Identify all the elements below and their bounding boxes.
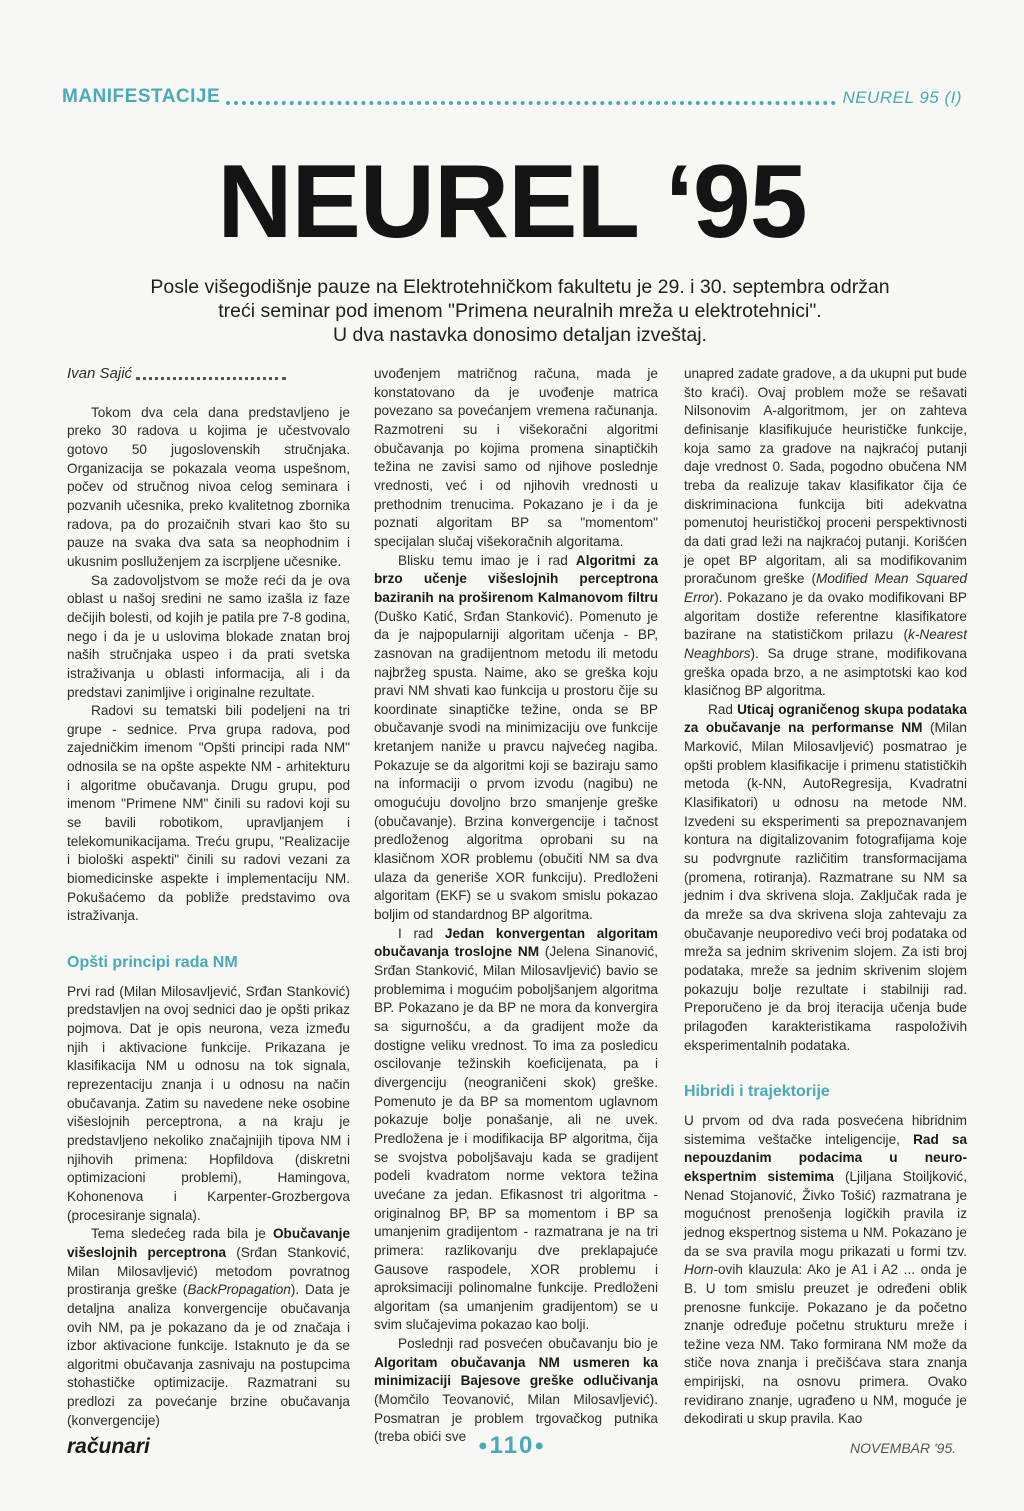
page-number: ●110●	[477, 1432, 547, 1459]
article-title: NEUREL ‘95	[217, 144, 807, 260]
body-paragraph: Blisku temu imao je i rad Algoritmi za brzo učenje višeslojnih perceptrona baziranih na proširenom Kalmanovom filtru (Duško Katić, Srđan Stanković). Pomenuto je da je najpopularniji algoritam učenja - BP, zasnovan na gradijentnom metodu ili metodu najbržeg spusta. Naime, ako se greška koju pravi NM shvati kao funkcija u prostoru čije su koordinate sinaptičke težine, onda se BP obučavanje svodi na minimizaciju ove funkcije kretanjem naniže u pravcu najvećeg nagiba. Pokazuje se da algoritmi koji se baziraju samo na informaciji o prvom izvodu (nagibu) ne omogućuju dovoljno brzo smanjenje greške (obučavanje). Brzina konvergencije i tačnost predloženog algoritma oprobani su na klasičnom XOR problemu (obučiti NM sa dva ulaza da generiše XOR funkciju). Predloženi algoritam (EKF) se u svakom smislu pokazao boljim od standardnog BP algoritma.	[374, 552, 659, 923]
body-paragraph: Tema sledećeg rada bila je Obučavanje višeslojnih perceptrona (Srđan Stanković, Milan Milosavljević) metodom povratnog prostiranja greške (BackPropagation). Data je detaljna analiza konvergencije obučavanja ovih NM, pa je pokazano da je od značaja i izbor aktivacione funkcije. Istaknuto je da se algoritmi obučavanja zasnivaju na postupcima stohastičke optimizacije. Razmatrani su predlozi za povećanje brzine obučavanja (konvergencije)	[67, 1226, 350, 1428]
body-paragraph: Radovi su tematski bili podeljeni na tri grupe - sednice. Prva grupa radova, pod zajedničkim imenom "Opšti principi rada NM" odnosila se na opšte aspekte NM - arhitekturu i algoritme obučavanja. Drugu grupu, pod imenom "Primene NM" činili su radovi koji su se bavili robotikom, upravljanjem i telekomunikacijama. Treću grupu, "Realizacije i biološki aspekti" činili su radovi vezani za biomedicinske aspekte i implementaciju NM. Pokušaćemo da pobliže predstavimo ova istraživanja.	[67, 703, 350, 924]
lead-line: U dva nastavka donosimo detaljan izveštaj.	[333, 324, 707, 346]
body-paragraph: Sa zadovoljstvom se može reći da je ova oblast u našoj sredini ne samo izašla iz faze dečijih bolesti, od kojih je patila pre 7-8 godina, nego i da je u uslovima blokade znatan broj naših stručnjaka uspeo i da prati svetska istraživanja u oblasti informacija, ali i da predstavi zanimljive i originalne rezultate.	[67, 572, 350, 700]
header-dot-leader	[226, 101, 836, 105]
column-1	[67, 365, 350, 1430]
body-paragraph: Prvi rad (Milan Milosavljević, Srđan Stanković) predstavljen na ovoj sednici dao je opšti prikaz pojmova. Dat je opis neurona, veza između njih i aktivacione funkcije. Prikazana je klasifikacija NM u odnosu na tok signala, reprezentaciju znanja i u odnosu na način obučavanja. Zatim su navedene neke osobine višeslojnih perceptrona, a na kraju je predstavljeno nekoliko značajnijih tipova NM i njihovih primena: Hopfildova (diskretni optimizacioni problemi), Hamingova, Kohonenova i Karpenter-Grozbergova (procesiranje signala).	[67, 983, 350, 1223]
section-label: MANIFESTACIJE	[62, 86, 221, 107]
subheading: Opšti principi rada NM	[67, 954, 238, 972]
body-paragraph: uvođenjem matričnog računa, mada je konstatovano da je uvođenje matrica povezano sa povećanjem vremena računanja. Razmotreni su i višekoračni algoritmi obučavanja po kojima promena sinaptičkih težina ne zavisi samo od njihove poslednje vrednosti, već i od njihovih vrednosti u prethodnim trenucima. Pokazano je i da je poznati algoritam BP sa "momentom" specijalan slučaj višekoračnih algoritama.	[374, 366, 658, 549]
column-2	[374, 365, 658, 1447]
magazine-name: računari	[67, 1435, 150, 1458]
body-paragraph: Rad Uticaj ograničenog skupa podataka za obučavanje na performanse NM (Milan Marković, Milan Milosavljević) posmatrao je opšti problem klasifikacije i primenu statističkih metoda (k-NN, AutoRegresija, Kvadratni Klasifikatori) u odnosu na metode NM. Izvedeni su eksperimenti sa prepoznavanjem kontura na digitalizovanim fotografijama koje su podvrgnute različitim transformacijama (promena, rotiranja). Razmatrane su NM sa jednim i dva skrivena sloja. Zaključak rada je da mreže sa dva skrivena sloja zahtevaju za obučavanje neuporedivo veći broj podataka od mreža sa jednim skrivenim slojem. Za isti broj podataka, mreže sa jednim skrivenim slojem pokazuju bolje rezultate i stabilniji rad. Preporučeno je da broj iteracija učenja bude prilagođen karakteristikama raspoloživih eksperimentalnih podataka.	[684, 701, 967, 1053]
author-name: Ivan Sajić	[67, 365, 133, 382]
issue-date: NOVEMBAR '95.	[850, 1440, 957, 1456]
lead-line: Posle višegodišnje pauze na Elektrotehničkom fakultetu je 29. i 30. septembra održan	[150, 276, 890, 298]
running-header	[62, 82, 962, 108]
bullet-icon: ●	[477, 1437, 490, 1455]
body-paragraph: Poslednji rad posvećen obučavanju bio je Algoritam obučavanja NM usmeren ka minimizaciji Bajesove greške odlučivanja (Momčilo Teovanović, Milan Milosavljević). Posmatran je problem trgovačkog putnika (treba obići sve	[374, 1336, 658, 1445]
byline-dot-leader	[136, 377, 286, 380]
body-paragraph: Tokom dva cela dana predstavljeno je preko 30 radova u kojima je učestvovalo gotovo 50 jugoslovenskih stručnjaka. Organizacija se pokazala veoma uspešnom, počev od stručnog nivoa celog seminara i pozvanih učesnika, preko kvalitetnog zbornika radova, pa do prozaičnih stvari kao što su pauze na svaka dva sata sa neophodnim i ukusnim poslluženjem za iscrpljene učesnike.	[67, 404, 350, 569]
issue-label: NEUREL 95 (I)	[842, 88, 962, 107]
body-paragraph: unapred zadate gradove, a da ukupni put bude što kraći). Ovaj problem može se rešavati Nilsonovim A-algoritmom, jer on zahteva definisanje klasifikujuće heurističke funkcije, koja samo za gradove na najkraćoj putanji daje vrednost 0. Sada, pogodno obučena NM treba da realizuje takav klasifikator čija će diskriminaciona funkcija biti adekvatna pomenutoj heurističkoj proceni perspektivnosti da dati grad leži na najkraćoj putanji. Korišćen je opet BP algoritam, ali sa modifikovanim proračunom greške (Modified Mean Squared Error). Pokazano je da ovako modifikovani BP algoritam dostiže referentne klasifikatore bazirane na statističkom prilazu (k-Nearest Neaghbors). Sa druge strane, modifikovana greška opada brzo, a ne asimptotski kao kod klasičnog BP algoritma.	[684, 366, 967, 699]
body-paragraph: U prvom od dva rada posvećena hibridnim sistemima veštačke inteligencije, Rad sa nepouzdanim podacima u neuro-ekspertnim sistemima (Ljiljana Stoiljković, Nenad Stojanović, Živko Tošić) razmatrana je mogućnost prenošenja logičkih pravila iz jednog ekspertnog sistema u NM. Pokazano je da se sva pravila mogu prikazati u formi tzv. Horn-ovih klauzula: Ako je A1 i A2 ... onda je B. U tom smislu preuzet je određeni oblik prenosne funkcije. Pokazano je da početno znanje određuje početnu strukturu mreže i težine veza NM. Tako formirana NM može da stiče nova znanja i prečišćava stara znanja empirijski, na osnovu primera. Ovako revidirano znanje, ugrađeno u NM, moguće je dekodirati u skup pravila. Kao	[684, 1112, 968, 1427]
lead-paragraph	[110, 275, 930, 347]
lead-line: treći seminar pod imenom "Primena neuralnih mreža u elektrotehnici".	[218, 300, 822, 322]
bullet-icon: ●	[534, 1437, 547, 1455]
subheading: Hibridi i trajektorije	[684, 1083, 830, 1101]
body-paragraph: I rad Jedan konvergentan algoritam obučavanja troslojne NM (Jelena Sinanović, Srđan Stanković, Milan Milosavljević) bavio se problemima i mogućim poboljšanjem algoritma BP. Pokazano je da BP ne mora da konvergira sa sigurnošću, a da gradijent može da dostigne veliku vrednost. To ima za posledicu oscilovanje težinskih koeficijenata, pa i divergenciju (neograničeni skok) greške. Pomenuto je da BP sa momentom uglavnom pokazuje bolje ponašanje, ali ne uvek. Predložena je i modifikacija BP algoritma, čija se svojstva poboljšavaju kada se gradijent podeli kvadratom norme vektora težina uvećane za jedan. Efikasnost tri algoritma - originalnog BP, BP sa momentom i BP sa umanjenim gradijentom - razmatrana je na tri primera: razlikovanju dve preklapajuće Gausove raspodele, XOR problemu i aproksimaciji polinomalne funkcije. Predloženi algoritam (sa umanjenim gradijentom) se u svim slučajevima pokazao kao bolji.	[374, 925, 658, 1333]
column-3	[684, 365, 967, 1429]
author-byline	[67, 365, 350, 384]
